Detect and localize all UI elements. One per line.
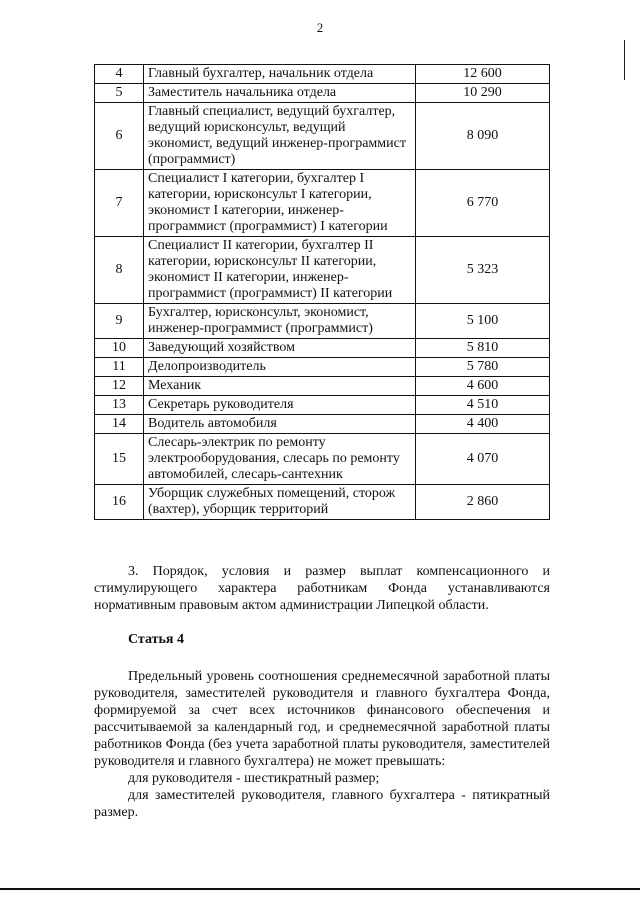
table-row [95, 65, 550, 84]
table-row [95, 434, 550, 485]
row-number: 12 [95, 377, 144, 396]
row-number: 16 [95, 485, 144, 520]
row-number: 14 [95, 415, 144, 434]
row-salary: 6 770 [416, 170, 550, 237]
row-number: 8 [95, 237, 144, 304]
row-number: 4 [95, 65, 144, 84]
table-row [95, 339, 550, 358]
article-text: Предельный уровень соотношения среднемесячной заработной платы руководителя, заместителей руководителя и главного бухгалтера Фонда, формируемой за счет всех источников финансового обеспечения и рассчитываемой за календарный год, и среднемесячной заработной платы работников Фонда (без учета заработной платы руководителя, заместителей руководителя и главного бухгалтера) не может превышать: [94, 669, 550, 769]
row-number: 13 [95, 396, 144, 415]
row-salary: 12 600 [416, 65, 550, 84]
table-row [95, 237, 550, 304]
row-position: Бухгалтер, юрисконсульт, экономист, инженер-программист (программист) [144, 304, 416, 339]
row-position: Механик [144, 377, 416, 396]
table-row [95, 170, 550, 237]
table-row [95, 304, 550, 339]
row-salary: 5 810 [416, 339, 550, 358]
table-row [95, 396, 550, 415]
table-row [95, 377, 550, 396]
row-position: Водитель автомобиля [144, 415, 416, 434]
row-position: Специалист II категории, бухгалтер II категории, юрисконсульт II категории, экономист II категории, инженер-программист (программист) II категории [144, 237, 416, 304]
row-salary: 4 070 [416, 434, 550, 485]
row-salary: 2 860 [416, 485, 550, 520]
article-item-1: для руководителя - шестикратный размер; [128, 771, 380, 786]
table-row [95, 103, 550, 170]
row-position: Делопроизводитель [144, 358, 416, 377]
row-position: Уборщик служебных помещений, сторож (вахтер), уборщик территорий [144, 485, 416, 520]
row-salary: 5 100 [416, 304, 550, 339]
row-salary: 4 400 [416, 415, 550, 434]
row-position: Специалист I категории, бухгалтер I категории, юрисконсульт I категории, экономист I категории, инженер-программист (программист) I категории [144, 170, 416, 237]
paragraph-3: 3. Порядок, условия и размер выплат компенсационного и стимулирующего характера работникам Фонда устанавливаются нормативным правовым актом администрации Липецкой области. [94, 564, 550, 613]
article-item-2: для заместителей руководителя, главного бухгалтера - пятикратный размер. [94, 788, 550, 820]
table-row [95, 84, 550, 103]
row-position: Заведующий хозяйством [144, 339, 416, 358]
salary-table [94, 64, 550, 520]
bottom-rule [0, 888, 640, 890]
row-salary: 5 323 [416, 237, 550, 304]
row-position: Секретарь руководителя [144, 396, 416, 415]
table-row [95, 415, 550, 434]
row-salary: 10 290 [416, 84, 550, 103]
row-position: Слесарь-электрик по ремонту электрооборудования, слесарь по ремонту автомобилей, слесарь-сантехник [144, 434, 416, 485]
row-position: Главный специалист, ведущий бухгалтер, ведущий юрисконсульт, ведущий экономист, ведущий инженер-программист (программист) [144, 103, 416, 170]
row-salary: 5 780 [416, 358, 550, 377]
row-number: 10 [95, 339, 144, 358]
row-number: 11 [95, 358, 144, 377]
article-title: Статья 4 [128, 632, 184, 647]
table-row [95, 485, 550, 520]
table-row [95, 358, 550, 377]
row-salary: 4 600 [416, 377, 550, 396]
salary-table-body [95, 65, 550, 520]
row-position: Заместитель начальника отдела [144, 84, 416, 103]
row-number: 6 [95, 103, 144, 170]
row-salary: 4 510 [416, 396, 550, 415]
row-number: 15 [95, 434, 144, 485]
page-number: 2 [316, 20, 324, 35]
row-number: 7 [95, 170, 144, 237]
row-position: Главный бухгалтер, начальник отдела [144, 65, 416, 84]
row-number: 5 [95, 84, 144, 103]
margin-mark [624, 40, 625, 80]
row-salary: 8 090 [416, 103, 550, 170]
row-number: 9 [95, 304, 144, 339]
